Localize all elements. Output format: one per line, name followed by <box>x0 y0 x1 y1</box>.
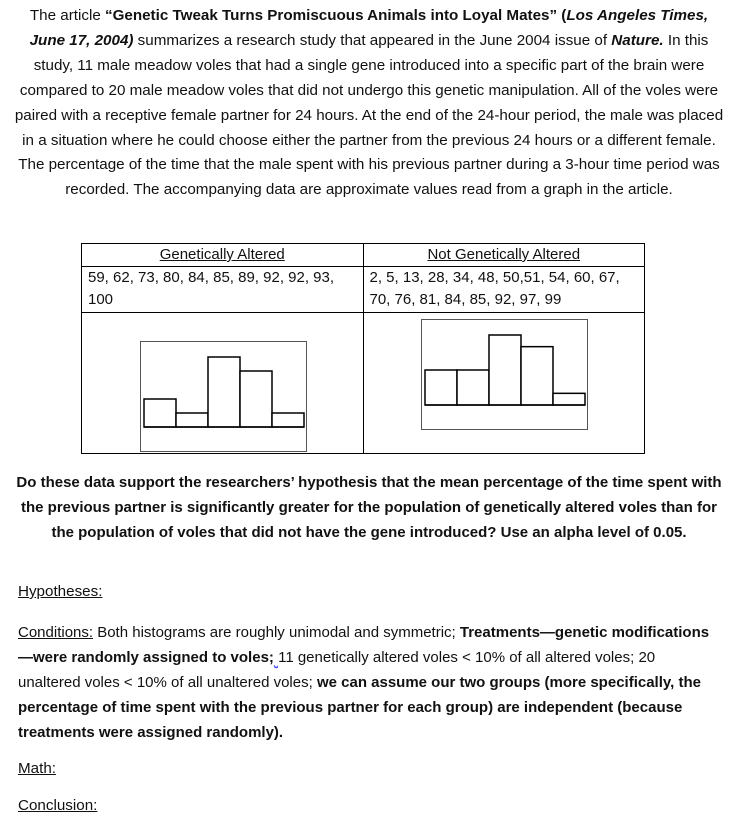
not-altered-hist-bar-3 <box>489 335 521 405</box>
math-label: Math: <box>18 760 56 777</box>
article-source: Los Angeles Times, June 17, 2004) <box>29 7 709 49</box>
intro-text-1: The article <box>29 7 105 24</box>
question-text: Do these data support the researchers’ hypothesis that the mean percentage of the time spent with the previous partner is significantly greater for the population of genetically altered voles than for the population of voles that did not have the gene introduced? Use an alpha level of 0.05. <box>16 474 722 541</box>
col1-values: 59, 62, 73, 80, 84, 85, 89, 92, 92, 93, 100 <box>82 267 364 313</box>
altered-hist-bar-5 <box>272 413 304 427</box>
altered-histogram <box>140 341 308 453</box>
not-altered-histogram <box>421 319 589 431</box>
not-altered-hist-bar-2 <box>457 370 489 405</box>
conditions-text-1: Both histograms are roughly unimodal and symmetric; <box>93 624 460 641</box>
conclusion-label: Conclusion: <box>18 797 98 814</box>
col1-header-cell <box>82 244 364 267</box>
conditions-text-2: 11 genetically altered voles < 10% of all altered voles; 20 unaltered voles < 10% of all unaltered voles; <box>18 649 656 691</box>
article-title: “Genetic Tweak Turns Promiscuous Animals into Loyal Mates” ( <box>104 7 567 24</box>
hypotheses-label: Hypotheses: <box>18 583 103 600</box>
conditions-bold-1: Treatments—genetic modifications—were randomly assigned to voles; <box>18 624 710 666</box>
col2-values: 2, 5, 13, 28, 34, 48, 50,51, 54, 60, 67, 70, 76, 81, 84, 85, 92, 97, 99 <box>363 267 645 313</box>
conditions-label: Conditions: <box>18 624 94 641</box>
journal-name: Nature. <box>611 31 664 49</box>
intro-paragraph <box>14 4 724 203</box>
altered-hist-bar-1 <box>144 399 176 427</box>
not-altered-hist-bar-1 <box>425 370 457 405</box>
altered-hist-bar-3 <box>208 357 240 427</box>
altered-hist-bar-4 <box>240 371 272 427</box>
conditions-paragraph <box>18 620 718 745</box>
col2-header: Not Genetically Altered <box>427 246 581 263</box>
intro-text-2: summarizes a research study that appeared in the June 2004 issue of <box>133 31 612 49</box>
not-altered-histogram-cell <box>363 313 645 454</box>
data-table <box>81 243 645 454</box>
intro-text-3: In this study, 11 male meadow voles that had a single gene introduced into a specific part of the brain were compared to 20 male meadow voles that did not undergo this genetic manipulation. All of the voles were paired with a receptive female partner for 24 hours. At the end of the 24-hour period, the male was placed in a situation where he could choose either the partner from the previous 24 hours or a different female. The percentage of the time that the male spent with his previous partner during a 3-hour time period was recorded. The accompanying data are approximate values read from a graph in the article. <box>14 31 724 199</box>
conditions-bold-2: we can assume our two groups (more specifically, the percentage of time spent with the previous partner for each group) are independent (because treatments were assigned randomly). <box>18 674 701 741</box>
col1-header: Genetically Altered <box>159 246 285 263</box>
altered-histogram-cell <box>82 313 364 454</box>
altered-hist-bar-2 <box>176 413 208 427</box>
col2-header-cell <box>363 244 645 267</box>
not-altered-hist-bar-4 <box>521 347 553 405</box>
not-altered-hist-bar-5 <box>553 393 585 405</box>
